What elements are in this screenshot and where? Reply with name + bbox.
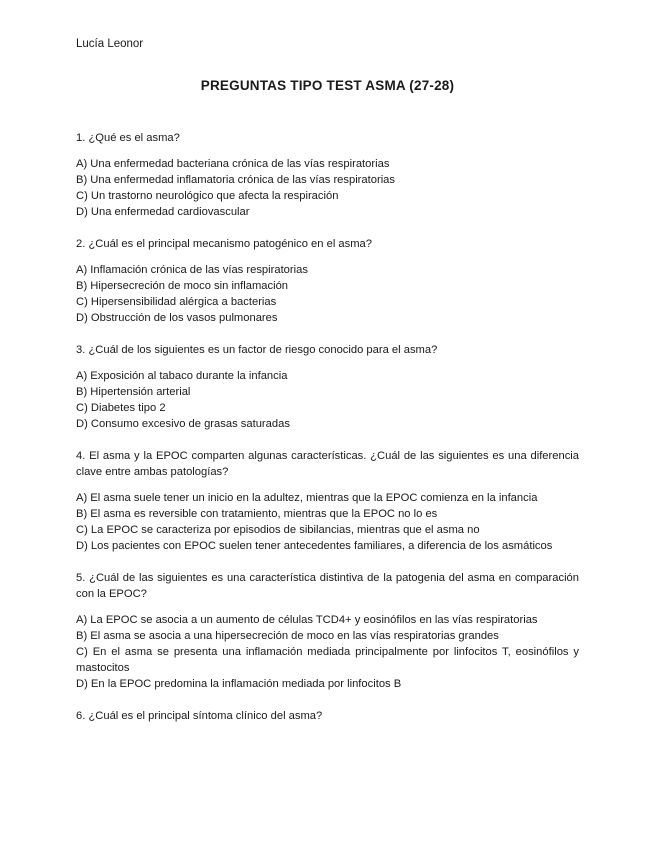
option-b: B) El asma se asocia a una hipersecreción de moco en las vías respiratorias grandes — [76, 630, 499, 642]
option-a: A) Una enfermedad bacteriana crónica de las vías respiratorias — [76, 158, 390, 170]
option-d: D) Obstrucción de los vasos pulmonares — [76, 312, 278, 324]
question-2 — [76, 236, 579, 326]
option-a: A) La EPOC se asocia a un aumento de células TCD4+ y eosinófilos en las vías respiratorias — [76, 614, 538, 626]
option-c: C) La EPOC se caracteriza por episodios de sibilancias, mientras que el asma no — [76, 524, 480, 536]
option-a: A) Exposición al tabaco durante la infancia — [76, 370, 288, 382]
question-3 — [76, 342, 579, 432]
page-title: PREGUNTAS TIPO TEST ASMA (27-28) — [200, 78, 455, 93]
option-b: B) Hipersecreción de moco sin inflamación — [76, 280, 289, 292]
question-6 — [76, 708, 579, 724]
option-c: C) Hipersensibilidad alérgica a bacterias — [76, 296, 277, 308]
question-text: 1. ¿Qué es el asma? — [76, 132, 180, 144]
option-d: D) Consumo excesivo de grasas saturadas — [76, 418, 290, 430]
question-4 — [76, 448, 579, 554]
option-d: D) En la EPOC predomina la inflamación mediada por linfocitos B — [76, 678, 402, 690]
option-d: D) Los pacientes con EPOC suelen tener antecedentes familiares, a diferencia de los asmáticos — [76, 540, 553, 552]
author-name: Lucía Leonor — [76, 38, 144, 50]
option-c: C) Diabetes tipo 2 — [76, 402, 166, 414]
question-text: 2. ¿Cuál es el principal mecanismo patogénico en el asma? — [76, 238, 373, 250]
question-text: 3. ¿Cuál de los siguientes es un factor de riesgo conocido para el asma? — [76, 344, 438, 356]
option-b: B) Hipertensión arterial — [76, 386, 191, 398]
option-b: B) El asma es reversible con tratamiento, mientras que la EPOC no lo es — [76, 508, 438, 520]
question-5 — [76, 570, 579, 692]
question-text: 6. ¿Cuál es el principal síntoma clínico del asma? — [76, 710, 323, 722]
option-c: C) Un trastorno neurológico que afecta la respiración — [76, 190, 339, 202]
question-text: 4. El asma y la EPOC comparten algunas características. ¿Cuál de las siguientes es una diferencia clave entre ambas patologías? — [76, 450, 579, 478]
option-b: B) Una enfermedad inflamatoria crónica de las vías respiratorias — [76, 174, 395, 186]
option-d: D) Una enfermedad cardiovascular — [76, 206, 250, 218]
option-c: C) En el asma se presenta una inflamación mediada principalmente por linfocitos T, eosinófilos y mastocitos — [76, 646, 579, 674]
question-text: 5. ¿Cuál de las siguientes es una característica distintiva de la patogenia del asma en comparación con la EPOC? — [76, 572, 579, 600]
option-a: A) Inflamación crónica de las vías respiratorias — [76, 264, 308, 276]
question-list — [76, 130, 579, 740]
option-a: A) El asma suele tener un inicio en la adultez, mientras que la EPOC comienza en la infancia — [76, 492, 538, 504]
question-1 — [76, 130, 579, 220]
